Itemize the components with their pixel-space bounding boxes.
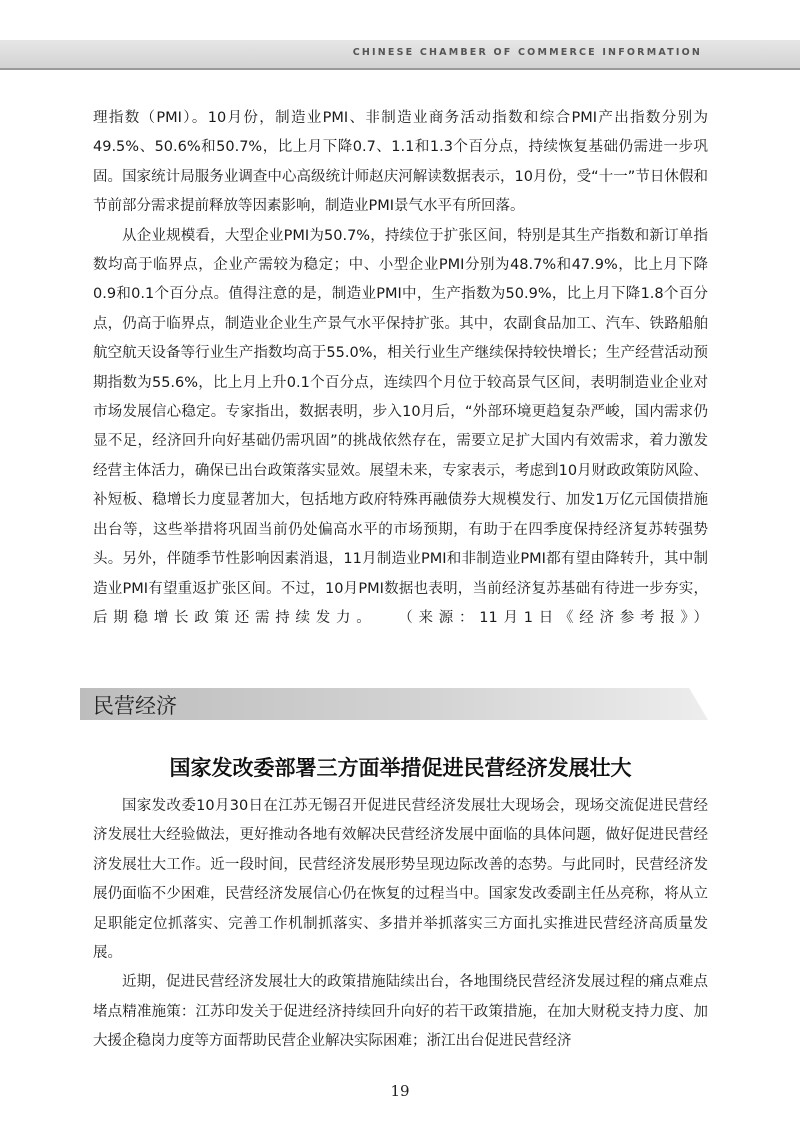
paragraph-text: 从企业规模看，大型企业PMI为50.7%，持续位于扩张区间，特别是其生产指数和新订单指数均高于临界点，企业产需较为稳定；中、小型企业PMI分别为48.7%和47.9%，比上月下降0.9和0.1个百分点。值得注意的是，制造业PMI中，生产指数为50.9%，比上月下降1.8个百分点，仍高于临界点，制造业企业生产景气水平保持扩张。其中，农副食品加工、汽车、铁路船舶航空航天设备等行业生产指数均高于55.0%，相关行业生产继续保持较快增长；生产经营活动预期指数为55.6%，比上月上升0.1个百分点，连续四个月位于较高景气区间，表明制造业企业对市场发展信心稳定。专家指出，数据表明，步入10月后，“外部环境更趋复杂严峻，国内需求仍显不足，经济回升向好基础仍需巩固”的挑战依然存在，需要立足扩大国内有效需求，着力激发经营主体活力，确保已出台政策落实显效。展望未来，专家表示，考虑到10月财政政策防风险、补短板、稳增长力度显著加大，包括地方政府特殊再融债券大规模发行、加发1万亿元国债措施出台等，这些举措将巩固当前仍处偏高水平的市场预期，有助于在四季度保持经济复苏转强势头。另外，伴随季节性影响因素消退，11月制造业PMI和非制造业PMI都有望由降转升，其中制造业PMI有望重返扩张区间。不过，10月PMI数据也表明，当前经济复苏基础有待进一步夯实，后期稳增长政策还需持续发力。	[93, 227, 708, 626]
article-title: 国家发改委部署三方面举措促进民营经济发展壮大	[169, 756, 632, 780]
paragraph	[93, 222, 708, 634]
paragraph: 国家发改委10月30日在江苏无锡召开促进民营经济发展壮大现场会，现场交流促进民营经济发展壮大经验做法，更好推动各地有效解决民营经济发展中面临的具体问题，做好促进民营经济发展壮大工作。近一段时间，民营经济发展形势呈现边际改善的态势。与此同时，民营经济发展仍面临不少困难，民营经济发展信心仍在恢复的过程当中。国家发改委副主任丛亮称，将从立足职能定位抓落实、完善工作机制抓落实、多措并举抓落实三方面扎实推进民营经济高质量发展。	[93, 798, 708, 962]
paragraph-continued: 理指数（PMI）。10月份，制造业PMI、非制造业商务活动指数和综合PMI产出指数分别为49.5%、50.6%和50.7%，比上月下降0.7、1.1和1.3个百分点，持续恢复基础仍需进一步巩固。国家统计局服务业调查中心高级统计师赵庆河解读数据表示，10月份，受“十一”节日休假和节前部分需求提前释放等因素影响，制造业PMI景气水平有所回落。	[93, 110, 708, 215]
paragraph: 近期，促进民营经济发展壮大的政策措施陆续出台，各地围绕民营经济发展过程的痛点难点堵点精准施策：江苏印发关于促进经济持续回升向好的若干政策措施，在加大财税支持力度、加大援企稳岗力度等方面帮助民营企业解决实际困难；浙江出台促进民营经济	[93, 974, 708, 1050]
article-1-body	[93, 104, 708, 633]
running-header: CHINESE CHAMBER OF COMMERCE INFORMATION	[352, 47, 702, 58]
header-rule	[0, 68, 800, 70]
article-2-body	[93, 792, 708, 1057]
section-title: 民营经济	[93, 694, 177, 718]
source-citation: （来源：11月1日《经济参考报》）	[405, 609, 708, 626]
page-number: 19	[390, 1082, 410, 1100]
